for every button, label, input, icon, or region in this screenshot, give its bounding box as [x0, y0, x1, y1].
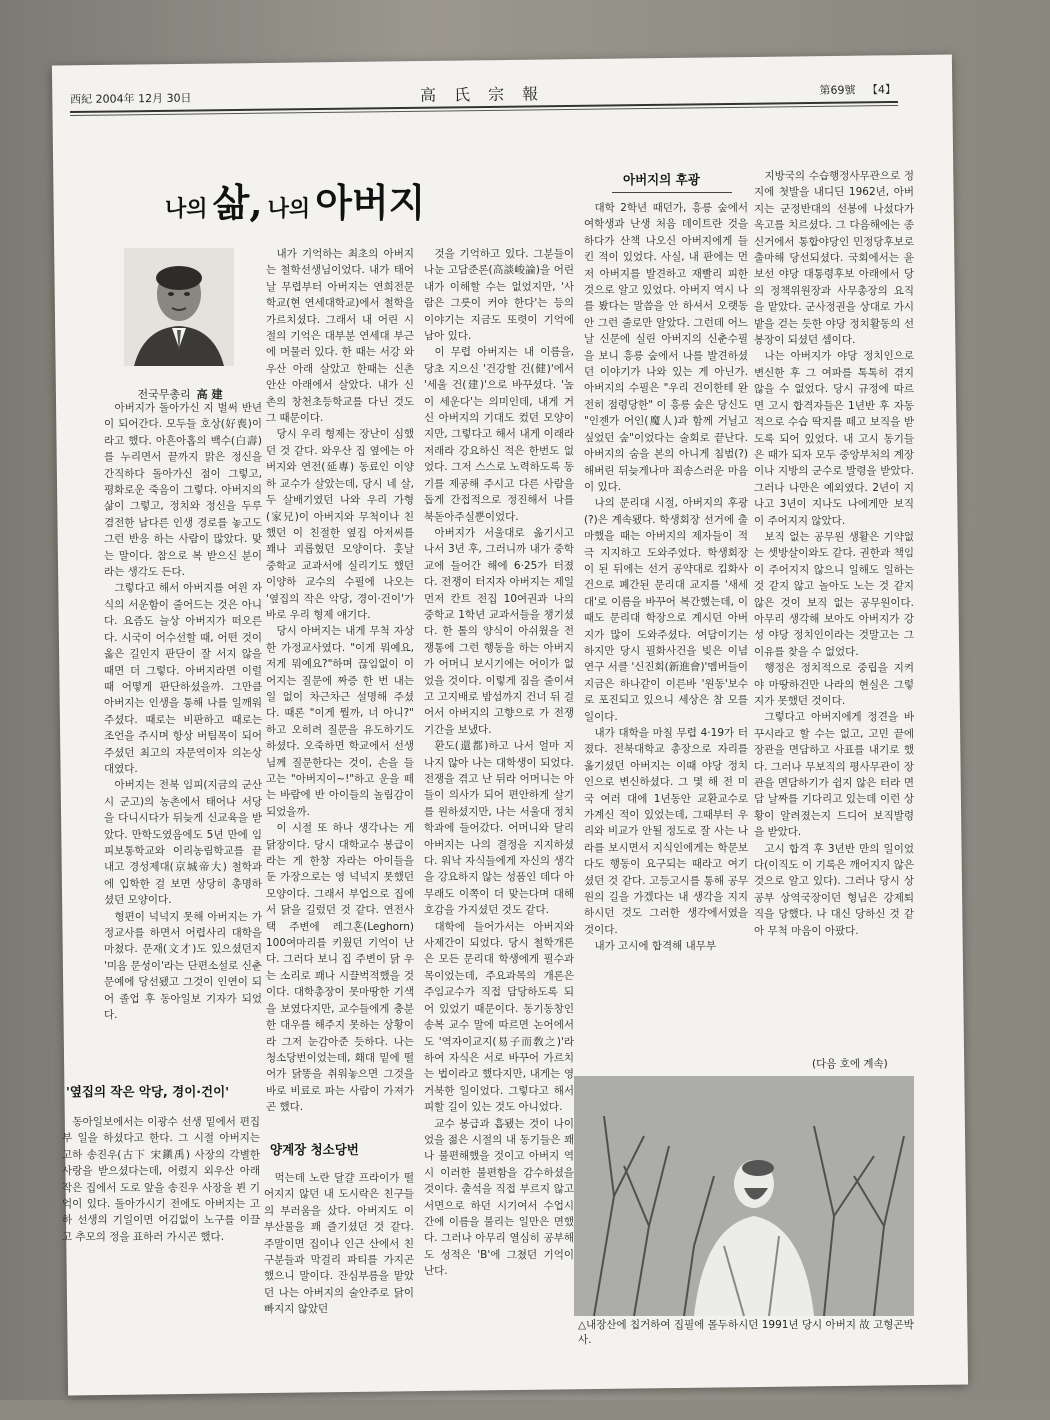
subheading-underline	[612, 192, 732, 193]
article-headline: 나의 삶, 나의 아버지	[165, 180, 426, 225]
article-paragraph: 환도(還都)하고 나서 얼마 지나지 않아 나는 대학생이 되었다. 전쟁을 겪고 난 뒤라 어머니는 아들이 의사가 되어 편안하게 살기를 원하셨지만, 나는 서울대 정치학과에 들어갔다. 어머니와 달리 아버지는 나의 결정을 지지하셨다. 워낙 자식들에게 자신의 생각을 강요하지 않는 성품인 데다 아무래도 이쪽이 더 맞는다며 대해 호감을 가지셨던 것도 같다.	[424, 740, 574, 917]
article-paragraph: 나는 아버지가 야당 정치인으로 변신한 후 그 여파를 톡톡히 겪지 않을 수 없었다. 당시 규정에 따르면 고시 합격자들은 1년반 후 자동적으로 수습 딱지를 떼고 보직을 받도록 되어 있었다. 내 고시 동기들은 때가 되자 모두 중앙부처의 계장이나 지방의 군수로 발령을 받았다. 그러나 나만은 예외였다. 2년이 지나고 3년이 지나도 나에게만 보직이 주어지지 않았다.	[754, 350, 914, 527]
article-paragraph: 형편이 넉넉지 못해 아버지는 가정교사를 하면서 어렵사리 대학을 마쳤다. 문재(文才)도 있으셨던지 '미음 문성이'라는 단편소설로 신춘문예에 당선됐고 그것이 인연이 되어 졸업 후 동아일보 기자가 되었다.	[104, 910, 262, 1022]
article-column-1b: 동아일보에서는 이광수 선생 밑에서 편집부 일을 하셨다고 한다. 그 시절 아버지는 고하 송진우(古下 宋鎭禹) 사장의 각별한 사랑을 받으셨다는데, 어렸지 외우산 아래 작은 집에서 도로 앞을 송진우 사장을 뵌 기억이 있다. 돌아가시기 전에도 아버지는 고하 선생의 기일이면 어김없이 노구를 이끌고 추모의 정을 표하러 가시곤 했다.	[62, 1116, 260, 1243]
article-paragraph: 이 시절 또 하나 생각나는 게 닭장이다. 당시 대학교수 봉급이라는 게 한창 자라는 아이들을 둔 가장으로는 영 넉넉지 못했던 모양이다. 그래서 부업으로 집에서 닭을 길렀던 것 같다. 연전사택 주변에 레그혼(Leghorn) 100여마리를 키웠던 기억이 난다. 그러다 보니 집 주변이 닭 우는 소리로 꽤나 시끌벅적했을 것이다. 대학총장이 못마땅한 기색을 보였다지만, 교수들에게 충분한 대우를 해주지 못하는 상황이라 그저 눈감아준 듯하다. 나는 청소당번이었는데, 홰대 밑에 떨어가 닭똥을 취워놓으면 그것을 바로 비료로 파는 사람이 가져가곤 했다.	[266, 822, 414, 1114]
subheading-fathers-halo: 아버지의 후광	[623, 172, 700, 187]
article-column-2: 내가 기억하는 최초의 아버지는 철학선생님이었다. 내가 태어날 무렵부터 아버지는 연희전문학교(현 연세대학교)에서 철학을 가르치셨다. 그래서 내 어린 시절의 기억은 대부분 연세대 부근에 머물러 있다. 한 때는 서강 와우산 아래 살았고 한때는 신촌 안산 아래에서 살았다. 내가 신촌의 창천초등학교를 다닌 것도 그 때문이다. 당시 우리 형제는 장난이 심했던 것 같다. 와우산 집 옆에는 아버지와 연전(延專) 동료인 이양하 교수가 살았는데, 당시 네 살, 두 살배기였던 나와 우리 가형(家兄)이 아버지와 무척이나 친했던 이 친절한 옆집 아저씨를 꽤나 괴롭혔던 모양이다. 훗날 중학교 교과서에 실리기도 했던 이양하 교수의 수필에 나오는 '옆집의 작은 악당, 경이·건이'가 바로 우리 형제 얘기다. 당시 아버지는 내게 무척 자상한 가정교사였다. "이게 뭐예요, 저게 뭐예요?"하며 끊임없이 이어지는 질문에 짜증 한 번 내는 일 없이 차근차근 설명해 주셨다. 때론 "이게 뭘까, 너 아니?" 하고 오히려 질문을 유도하기도 하셨다. 오죽하면 학교에서 선생님께 질문한다는 것이, 손을 들고는 "아버지이~!"하고 운을 떼는 바람에 반 아이들의 놀림감이 되었을까. 이 시절 또 하나 생각나는 게 닭장이다. 당시 대학교수 봉급이라는 게 한창 자라는 아이들을 둔 가장으로는 영 넉넉지 못했던 모양이다. 그래서 부업으로 집에서 닭을 길렀던 것 같다. 연전사택 주변에 레그혼(Leghorn) 100여마리를 키웠던 기억이 난다. 그러다 보니 집 주변이 닭 우는 소리로 꽤나 시끌벅적했을 것이다. 대학총장이 못마땅한 기색을 보였다지만, 교수들에게 충분한 대우를 해주지 못하는 상황이라 그저 눈감아준 듯하다. 나는 청소당번이었는데, 홰대 밑에 떨어가 닭똥을 취워놓으면 그것을 바로 비료로 파는 사람이 가져가곤 했다.	[266, 246, 414, 1126]
photo-caption: △내장산에 칩거하여 집필에 몰두하시던 1991년 당시 아버지 故 고형곤박사.	[578, 1319, 914, 1346]
article-paragraph: 고시 합격 후 3년반 만의 일이었다(이직도 이 기록은 깨어지지 않은 것으로 알고 있다). 그러나 당시 상공부 상역국장이던 형님은 강제퇴직을 당했다. 나 대신 당하신 것 같아 무척 마음이 아팠다.	[754, 842, 914, 937]
article-paragraph: 보직 없는 공무원 생활은 기약없는 셋방살이와도 같다. 권한과 책임이 주어지지 않으니 일해도 일하는 것 같지 않고 놀아도 노는 것 같지 않은 것이 보직 없는 공무원이다. 아무리 생각해 보아도 아버지가 강성 야당 정치인이라는 것말고는 그 이유를 찾을 수 없었다.	[754, 530, 914, 658]
article-column-3: 것을 기억하고 있다. 그분들이 나눈 고담준론(高談峻論)을 어린 내가 이해할 수는 없었지만, '사람은 그릇이 커야 한다'는 등의 이야기는 지금도 또렷이 기억에 남아 있다. 이 무렵 아버지는 내 이름을, 당초 지으신 '건강할 건(健)'에서 '세울 건(建)'으로 바꾸셨다. '높이 세운다'는 의미인데, 내게 거신 아버지의 기대도 컸던 모양이지만, 그렇다고 해서 내게 이래라 저래라 강요하신 적은 한번도 없었다. 그저 스스로 노력하도록 동기를 제공해 주시고 다른 사람을 돕게 간접적으로 정진해서 나를 북돋아주실뿐이었다. 아버지가 서울대로 옮기시고 나서 3년 후, 그러니까 내가 중학교에 들어간 해에 6·25가 터졌다. 전쟁이 터지자 아버지는 제일 먼저 칸트 전집 10여권과 나의 중학교 1학년 교과서들을 챙기셨다. 한 톨의 양식이 아쉬웠을 전쟁통에 그런 행동을 하는 아버지가 어머니 보시기에는 어이가 없었을 것이다. 이렇게 짐을 줄이셔고 고지배로 밤섬까지 건너 뒤 걸어서 아버지의 고향으로 가 전쟁기간을 보냈다. 환도(還都)하고 나서 얼마 지나지 않아 나는 대학생이 되었다. 전쟁을 겪고 난 뒤라 어머니는 아들이 의사가 되어 편안하게 살기를 원하셨지만, 나는 서울대 정치학과에 들어갔다. 어머니와 달리 아버지는 나의 결정을 지지하셨다. 워낙 자식들에게 자신의 생각을 강요하지 않는 성품인 데다 아무래도 이쪽이 더 맞는다며 대해 호감을 가지셨던 것도 같다. 대학에 들어가서는 아버지와 사제간이 되었다. 당시 철학개론은 모든 문리대 학생에게 필수과목이었는데, 주요과목의 개론은 주임교수가 직접 담당하도록 되어 있었기 때문이다. 동기동창인 송복 교수 말에 따르면 논어에서도 '역자이교지(易子而敎之)'라 하여 자식은 서로 바꾸어 가르치는 법이라고 했다지만, 내게는 영 거북한 일이었다. 그렇다고 해서 피할 길이 있는 것도 아니었다. 교수 봉급과 흡됐는 것이 나이었을 젊은 시절의 내 동기들은 꽤나 불편해했을 것이고 아버지 역시 이러한 불편함을 감수하셨을 것이다. 출석을 직접 부르지 않고 서면으로 하던 시기여서 수업시간에 이름을 불리는 일만은 면했다. 그러나 아무리 열심히 공부해도 성적은 'B'에 그쳤던 기억이 난다.	[424, 246, 574, 1420]
article-column-1: 아버지가 돌아가신 지 벌써 반년이 되어간다. 모두들 호상(好喪)이라고 했다. 아흔아홉의 백수(白壽)를 누리면서 끝까지 맑은 정신을 간직하다 돌아가신 점이 그렇고, 평화로운 죽음이 그렇다. 아버지의 삶이 그렇고, 정치와 정신을 두루 겸전한 남다른 인생 경로를 놓고도 그런 반응 하는 사람이 많았다. 맞는 말이다. 참으로 복 받으신 분이라는 생각도 든다. 그렇다고 해서 아버지를 여읜 자식의 서운함이 줄어드는 것은 아니다. 요즘도 늘상 아버지가 떠오른다. 시국이 어수선할 때, 어떤 것이 옳은 길인지 판단이 잘 서지 않을 때면 더 그렇다. 아버지라면 이럴 때 어떻게 판단하셨을까. 그만큼 아버지는 인생을 통해 나를 일깨워주셨다. 때로는 비판하고 때로는 조언을 주시며 항상 버팀목이 되어주셨던 최고의 자문역이자 의논상대였다. 아버지는 전북 임피(지금의 군산시 군고)의 농촌에서 태어나 서당을 다니시다가 뒤늦게 신교육을 받았다. 만학도였음에도 5년 만에 임피보통학교와 이리농림학교를 끝내고 경성제대(京城帝大) 철학과에 입학한 걸 보면 상당히 총명하셨던 모양이다. 형편이 넉넉지 못해 아버지는 가정교사를 하면서 어렵사리 대학을 마쳤다. 문재(文才)도 있으셨던지 '미음 문성이'라는 단편소설로 신춘문예에 당선됐고 그것이 인연이 되어 졸업 후 동아일보 기자가 되었다.	[104, 400, 262, 770]
author-portrait	[124, 248, 234, 366]
issue-number: 第69號 【4】	[819, 82, 897, 97]
article-paragraph: 행정은 정치적으로 중립을 지켜야 마땅하건만 나라의 현실은 그렇지가 못했던 것이다.	[754, 662, 914, 707]
subheading-neighbor: '옆집의 작은 악당, 경이·건이'	[66, 1084, 230, 1099]
subheading-poultry: 양계장 청소당번	[270, 1142, 359, 1157]
article-column-2b: 먹는데 노란 달걀 프라이가 떨어지지 않던 내 도시락은 친구들의 부러움을 샀다. 아버지도 이 부산물을 꽤 즐기셨던 것 같다. 주말이면 집이나 인근 산에서 친구분들과 막걸리 파티를 가지곤 했으니 말이다. 잔심부름을 맡았던 나는 아버지의 술안주로 닭이 빠지지 않았던	[264, 1172, 414, 1316]
article-column-4: 대학 2학년 때던가, 흥릉 숲에서 여학생과 난생 처음 데이트란 것을 하다가 산책 나오신 아버지에게 들킨 적이 있었다. 사실, 내 판에는 먼저 아버지를 발견하고 재빨리 피한 것으로 알고 있었다. 아버지 역시 나를 봤다는 말씀을 안 하셔서 오랫동안 그런 줄로만 알았다. 그런데 어느 날 신문에 실린 아버지의 신춘수필을 보니 흥릉 숲에서 나를 발견하셨던 이야기가 나와 있는 게 아닌가. 아버지의 수필은 "우리 건이한테 완전히 점령당한" 이 흥릉 숲은 당신도 "인젠가 어인(魔人)과 함께 거닐고 싶었던 숲"이었다는 술회로 끝난다. 아버지의 숨을 본의 아니게 침범(?)해버린 뒤늦게나마 죄송스러운 마음이 있다. 나의 문리대 시절, 아버지의 후광(?)은 계속됐다. 학생회장 선거에 출마했을 때는 아버지의 제자들이 적극 지지하고 도와주었다. 학생회장이 된 뒤에는 선거 공약대로 킴화사건으로 폐간된 문리대 교지를 '새세대'로 이름을 바꾸어 복간했는데, 이때도 문리대 학장으로 계시던 아버지가 많이 도와주셨다. 여담이기는 하지만 당시 필화사건을 빚은 이념연구 서클 '신진회(新進會)'멤버들이 지금은 하나같이 이른바 '원동'보수로 포진되고 있으니 세상은 참 모를 일이다. 내가 대학을 마칠 무렵 4·19가 터졌다. 전북대학교 총장으로 자리를 옮기셨던 아버지는 이때 야당 정치인으로 변신하셨다. 그 몇 해 전 미국 여러 대에 1년동안 교환교수로 가계신 적이 있었는데, 그때부터 우리와 비교가 안될 정도로 잘 사는 나라를 보시면서 지식인에게는 학문보다도 행동이 요구되는 때라고 여기셨던 것 같다. 고등고시를 통해 공무원의 길을 가겠다는 내 생각을 지지하시던 것도 그러한 생각에서였을 것이다. 내가 고시에 합격해 내무부	[584, 200, 748, 1050]
article-paragraph: 그렇다고 아버지에게 정견을 바꾸시라고 할 수는 없고, 고민 끝에 장관을 면담하고 사표를 내기로 했다. 그러나 무보직의 평사무관이 장관을 면담하기가 쉽지 않은 터라 면담 날짜를 기다리고 있는데 이런 상황이 알려졌는지 드디어 보직발령을 받았다.	[754, 711, 914, 839]
article-paragraph: 대학에 들어가서는 아버지와 사제간이 되었다. 당시 철학개론은 모든 문리대 학생에게 필수과목이었는데, 주요과목의 개론은 주임교수가 직접 담당하도록 되어 있었기 때문이다. 동기동창인 송복 교수 말에 따르면 논어에서도 '역자이교지(易子而敎之)'라 하여 자식은 서로 바꾸어 가르치는 법이라고 했다지만, 내게는 영 거북한 일이었다. 그렇다고 해서 피할 길이 있는 것도 아니었다.	[424, 920, 574, 1114]
article-paragraph: 당시 아버지는 내게 무척 자상한 가정교사였다. "이게 뭐예요, 저게 뭐예요?"하며 끊임없이 이어지는 질문에 짜증 한 번 내는 일 없이 차근차근 설명해 주셨다. 때론 "이게 뭘까, 너 아니?" 하고 오히려 질문을 유도하기도 하셨다. 오죽하면 학교에서 선생님께 질문한다는 것이, 손을 들고는 "아버지이~!"하고 운을 떼는 바람에 반 아이들의 놀림감이 되었을까.	[266, 625, 414, 818]
article-photo	[574, 1076, 914, 1316]
issue-date: 西紀 2004年 12月 30日	[69, 91, 192, 107]
article-column-1-cont	[104, 770, 262, 1070]
author-caption: 전국무총리 高 建	[137, 388, 223, 401]
article-paragraph: 교수 봉급과 흡됐는 것이 나이었을 젊은 시절의 내 동기들은 꽤나 불편해했을 것이고 아버지 역시 이러한 불편함을 감수하셨을 것이다. 출석을 직접 부르지 않고 서면으로 하던 시기여서 수업시간에 이름을 불리는 일만은 면했다. 그러나 아무리 열심히 공부해도 성적은 'B'에 그쳤던 기억이 난다.	[424, 1117, 574, 1278]
paper-title: 高氏宗報	[419, 84, 557, 105]
article-paragraph: 내가 대학을 마칠 무렵 4·19가 터졌다. 전북대학교 총장으로 자리를 옮기셨던 아버지는 이때 야당 정치인으로 변신하셨다. 그 몇 해 전 미국 여러 대에 1년동안 교환교수로 가계신 적이 있었는데, 그때부터 우리와 비교가 안될 정도로 잘 사는 나라를 보시면서 지식인에게는 학문보다도 행동이 요구되는 때라고 여기셨던 것 같다. 고등고시를 통해 공무원의 길을 가겠다는 내 생각을 지지하시던 것도 그러한 생각에서였을 것이다.	[584, 727, 748, 936]
article-paragraph: 아버지가 서울대로 옮기시고 나서 3년 후, 그러니까 내가 중학교에 들어간 해에 6·25가 터졌다. 전쟁이 터지자 아버지는 제일 먼저 칸트 전집 10여권과 나의 중학교 1학년 교과서들을 챙기셨다. 한 톨의 양식이 아쉬웠을 전쟁통에 그런 행동을 하는 아버지가 어머니 보시기에는 어이가 없었을 것이다. 이렇게 짐을 줄이셔고 고지배로 밤섬까지 건너 뒤 걸어서 아버지의 고향으로 가 전쟁기간을 보냈다.	[424, 526, 574, 736]
article-paragraph: 그렇다고 해서 아버지를 여읜 자식의 서운함이 줄어드는 것은 아니다. 요즘도 늘상 아버지가 떠오른다. 시국이 어수선할 때, 어떤 것이 옳은 길인지 판단이 잘 서지 않을 때면 더 그렇다. 아버지라면 이럴 때 어떻게 판단하셨을까. 그만큼 아버지는 인생을 통해 나를 일깨워주셨다. 때로는 비판하고 때로는 조언을 주시며 항상 버팀목이 되어주셨던 최고의 자문역이자 의논상대였다.	[104, 582, 262, 775]
article-paragraph: 이 무렵 아버지는 내 이름을, 당초 지으신 '건강할 건(健)'에서 '세울 건(建)'으로 바꾸셨다. '높이 세운다'는 의미인데, 내게 거신 아버지의 기대도 컸던 모양이지만, 그렇다고 해서 내게 이래라 저래라 강요하신 적은 한번도 없었다. 그저 스스로 노력하도록 동기를 제공해 주시고 다른 사람을 돕게 간접적으로 정진해서 나를 북돋아주실뿐이었다.	[424, 346, 574, 523]
continued-note: (다음 호에 계속)	[812, 1058, 888, 1070]
article-paragraph: 내가 고시에 합격해 내무부	[594, 940, 717, 953]
article-paragraph: 아버지는 전북 임피(지금의 군산시 군고)의 농촌에서 태어나 서당을 다니시다가 뒤늦게 신교육을 받았다. 만학도였음에도 5년 만에 임피보통학교와 이리농림학교를 끝내고 경성제대(京城帝大) 철학과에 입학한 걸 보면 상당히 총명하셨던 모양이다.	[104, 779, 262, 907]
article-paragraph: 당시 우리 형제는 장난이 심했던 것 같다. 와우산 집 옆에는 아버지와 연전(延專) 동료인 이양하 교수가 살았는데, 당시 네 살, 두 살배기였던 나와 우리 가형(家兄)이 아버지와 무척이나 친했던 이 친절한 옆집 아저씨를 꽤나 괴롭혔던 모양이다. 훗날 중학교 교과서에 실리기도 했던 이양하 교수의 수필에 나오는 '옆집의 작은 악당, 경이·건이'가 바로 우리 형제 얘기다.	[266, 428, 414, 621]
article-column-5: 지방국의 수습행정사무관으로 정지에 첫발을 내디딘 1962년, 아버지는 군정반대의 선봉에 나섰다가 옥고를 치르셨다. 그 다음해에는 종신거에서 통합야당인 민정당후보로 출마해 당선되셨다. 국회에서는 윤보선 야당 대통령후보 아래에서 당의 정책위원장과 사무총장의 요직을 맡았다. 군사정권을 상대로 가시밭을 걷는 듯한 야당 정치활동의 선봉장이 되셨던 셈이다. 나는 아버지가 야당 정치인으로 변신한 후 그 여파를 톡톡히 겪지 않을 수 없었다. 당시 규정에 따르면 고시 합격자들은 1년반 후 자동적으로 수습 딱지를 떼고 보직을 받도록 되어 있었다. 내 고시 동기들은 때가 되자 모두 중앙부처의 계장이나 지방의 군수로 발령을 받았다. 그러나 나만은 예외였다. 2년이 지나고 3년이 지나도 나에게만 보직이 주어지지 않았다. 보직 없는 공무원 생활은 기약없는 셋방살이와도 같다. 권한과 책임이 주어지지 않으니 일해도 일하는 것 같지 않고 놀아도 노는 것 같지 않은 것이 보직 없는 공무원이다. 아무리 생각해 보아도 아버지가 강성 야당 정치인이라는 것말고는 그 이유를 찾을 수 없었다. 행정은 정치적으로 중립을 지켜야 마땅하건만 나라의 현실은 그렇지가 못했던 것이다. 그렇다고 아버지에게 정견을 바꾸시라고 할 수는 없고, 고민 끝에 장관을 면담하고 사표를 내기로 했다. 그러나 무보직의 평사무관이 장관을 면담하기가 쉽지 않은 터라 면담 날짜를 기다리고 있는데 이런 상황이 알려졌는지 드디어 보직발령을 받았다. 고시 합격 후 3년반 만의 일이었다(이직도 이 기록은 깨어지지 않은 것으로 알고 있다). 그러나 당시 상공부 상역국장이던 형님은 강제퇴직을 당했다. 나 대신 당하신 것 같아 무척 마음이 아팠다.	[754, 168, 914, 1038]
article-paragraph: 나의 문리대 시절, 아버지의 후광(?)은 계속됐다. 학생회장 선거에 출마했을 때는 아버지의 제자들이 적극 지지하고 도와주었다. 학생회장이 된 뒤에는 선거 공약대로 킴화사건으로 폐간된 문리대 교지를 '새세대'로 이름을 바꾸어 복간했는데, 이때도 문리대 학장으로 계시던 아버지가 많이 도와주셨다. 여담이기는 하지만 당시 필화사건을 빚은 이념연구 서클 '신진회(新進會)'멤버들이 지금은 하나같이 이른바 '원동'보수로 포진되고 있으니 세상은 참 모를 일이다.	[584, 497, 748, 723]
